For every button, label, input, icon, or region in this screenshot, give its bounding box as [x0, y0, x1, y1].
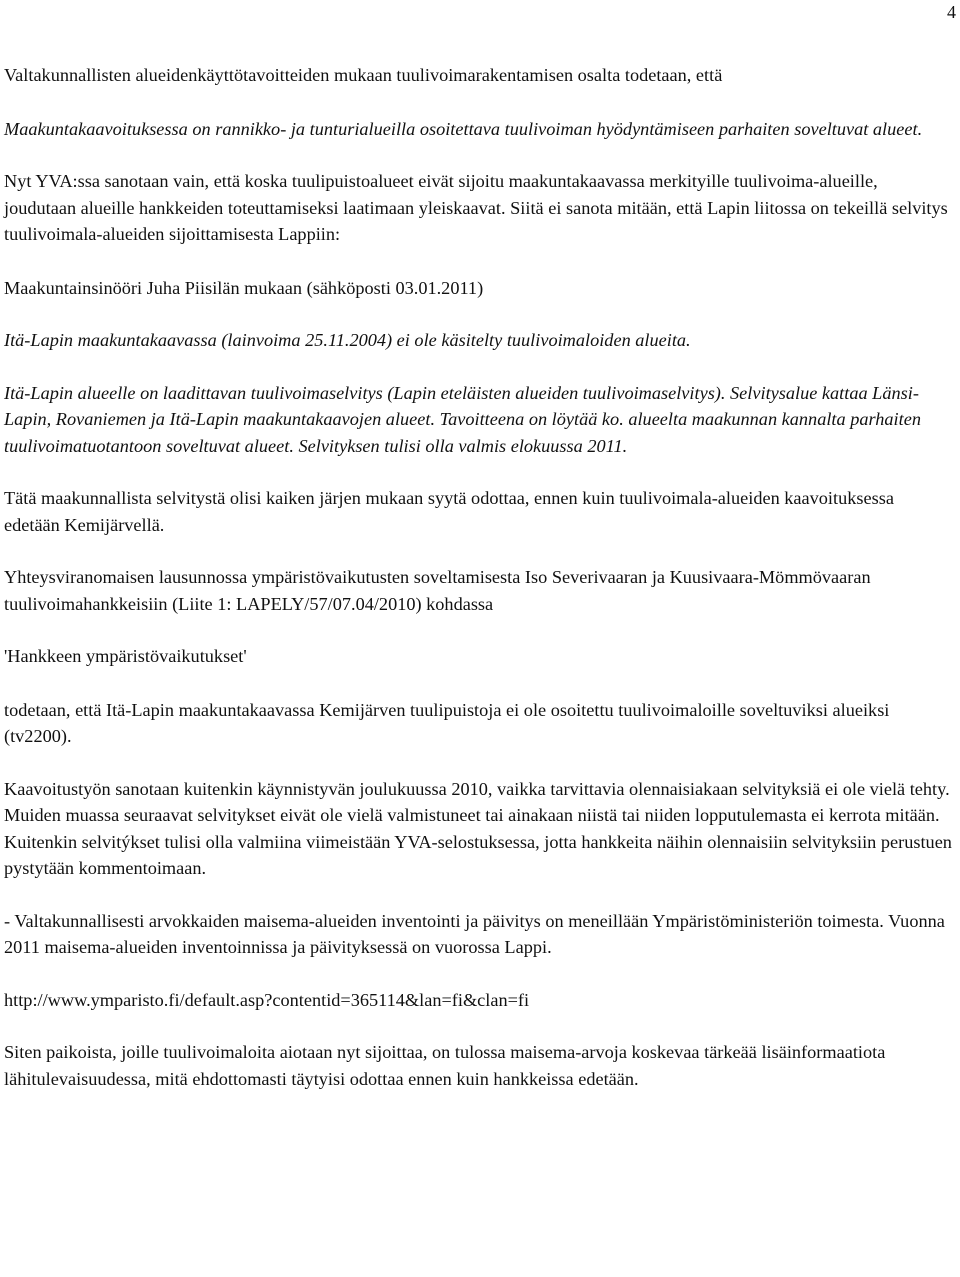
paragraph-intro: Valtakunnallisten alueidenkäyttötavoitteiden mukaan tuulivoimarakentamisen osalta todetaan, että: [4, 65, 723, 85]
paragraph-noted: todetaan, että Itä-Lapin maakuntakaavassa Kemijärven tuulipuistoja ei ole osoitettu tuulivoimaloille soveltuviksi alueiksi (tv2200).: [4, 699, 890, 746]
paragraph-engineer-source: Maakuntainsinööri Juha Piisilän mukaan (sähköposti 03.01.2011): [4, 277, 484, 298]
paragraph-wait-survey: Tätä maakunnallista selvitystä olisi kaiken järjen mukaan syytä odottaa, ennen kuin tuulivoimala-alueiden kaavoituksessa edetään Kemijärvellä.: [4, 488, 894, 535]
paragraph-zoning-start: Kaavoitustyön sanotaan kuitenkin käynnistyvän joulukuussa 2010, vaikka tarvittavia olennaisiakaan selvityksiä ei ole vielä tehty. Muiden muassa seuraavat selvitykset eivät ole vielä valmistuneet tai ainakaan niistä tai niiden lopputulemasta ei kerrota mitään. Kuitenkin selvitýkset tulisi olla valmiina viimeistään YVA-selostuksessa, jotta hankkeita näihin olennaisiin selvityksiin perustuen pystytään kommentoimaan.: [4, 778, 952, 878]
link-ymparisto[interactable]: http://www.ymparisto.fi/default.asp?contentid=365114&lan=fi&clan=fi: [4, 989, 530, 1010]
paragraph-authority-statement: Yhteysviranomaisen lausunnossa ympäristövaikutusten soveltamisesta Iso Severivaaran ja Kuusivaara-Mömmövaaran tuulivoimahankkeisiin (Liite 1: LAPELY/57/07.04/2010) kohdassa: [4, 567, 871, 614]
paragraph-yva-statement: Nyt YVA:ssa sanotaan vain, että koska tuulipuistoalueet eivät sijoitu maakuntakaavassa merkityille tuulivoima-alueille, joudutaan alueille hankkeiden toteuttamiseksi laatimaan yleiskaavat. Siitä ei sanota mitään, että Lapin liitossa on tekeillä selvitys tuulivoimala-alueiden sijoittamisesta Lappiin:: [4, 171, 948, 244]
paragraph-conclusion: Siten paikoista, joille tuulivoimaloita aiotaan nyt sijoittaa, on tulossa maisema-arvoja koskevaa tärkeää lisäinformaatiota lähitulevaisuudessa, mitä ehdottomasti täytyisi odottaa ennen kuin hankkeissa edetään.: [4, 1042, 886, 1089]
quote-ita-lappi-plan: Itä-Lapin maakuntakaavassa (lainvoima 25.11.2004) ei ole käsitelty tuulivoimaloiden alueita.: [4, 330, 691, 350]
quote-wind-survey: Itä-Lapin alueelle on laadittavan tuulivoimaselvitys (Lapin eteläisten alueiden tuulivoimaselvitys). Selvitysalue kattaa Länsi-Lapin, Rovaniemen ja Itä-Lapin maakuntakaavojen alueet. Tavoitteena on löytää ko. alueelta maakunnan kannalta parhaiten tuulivoimatuotantoon soveltuvat alueet. Selvityksen tulisi olla valmis elokuussa 2011.: [4, 382, 921, 456]
document-body: [4, 62, 954, 1092]
paragraph-landscape-inventory: - Valtakunnallisesti arvokkaiden maisema-alueiden inventointi ja päivitys on meneillään Ympäristöministeriön toimesta. Vuonna 2011 maisema-alueiden inventoinnissa ja päivityksessä on vuorossa Lappi.: [4, 910, 945, 957]
quote-regional-planning: Maakuntakaavoituksessa on rannikko- ja tunturialueilla osoitettava tuulivoiman hyödyntämiseen parhaiten soveltuvat alueet.: [4, 118, 923, 139]
paragraph-section-title: 'Hankkeen ympäristövaikutukset': [4, 646, 247, 666]
page-number: 4: [947, 2, 956, 22]
